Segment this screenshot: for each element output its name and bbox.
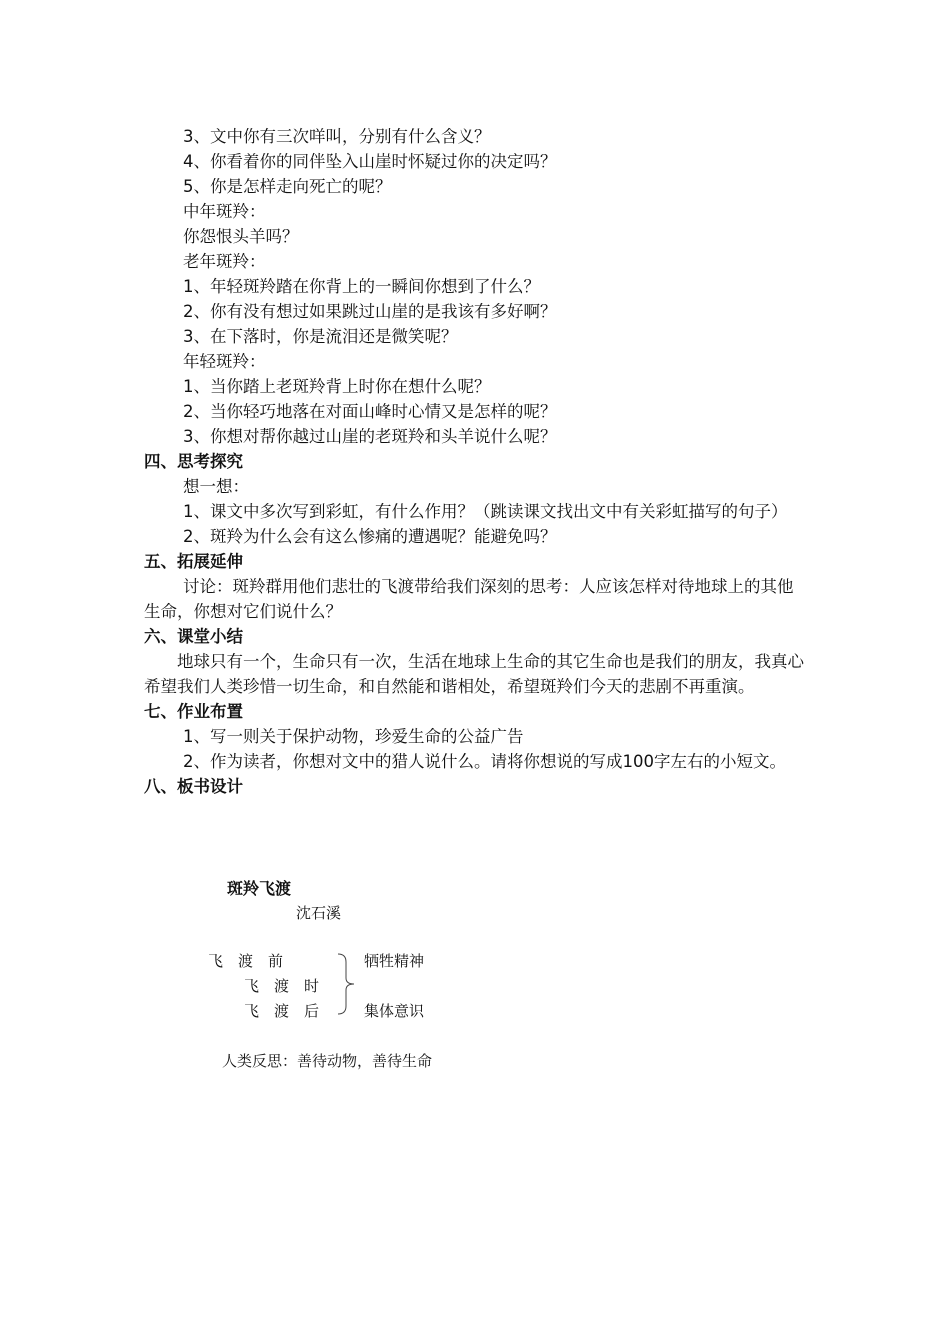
text-line: 1、写一则关于保护动物，珍爱生命的公益广告 [183, 727, 524, 746]
board-stage-during: 飞 渡 时 [244, 977, 320, 995]
text-line: 1、年轻斑羚踏在你背上的一瞬间你想到了什么？ [183, 277, 540, 296]
right-brace-icon [336, 952, 358, 1016]
board-reflection: 人类反思：善待动物，善待生命 [222, 1052, 433, 1070]
text-line: 3、文中你有三次咩叫，分别有什么含义？ [183, 127, 491, 146]
paragraph: 1、课文中多次写到彩虹，有什么作用？（跳读课文找出文中有关彩虹描写的句子） [183, 502, 788, 521]
text-line: 4、你看着你的同伴坠入山崖时怀疑过你的决定吗？ [183, 152, 557, 171]
section-heading: 七、作业布置 [144, 702, 243, 721]
text-line: 中年斑羚： [183, 202, 266, 221]
text-line: 3、你想对帮你越过山崖的老斑羚和头羊说什么呢？ [183, 427, 557, 446]
text-line: 1、当你踏上老斑羚背上时你在想什么呢？ [183, 377, 491, 396]
document-body [144, 124, 808, 799]
board-stage-before: 飞 渡 前 [208, 952, 284, 970]
board-stage-after: 飞 渡 后 [244, 1002, 320, 1020]
paragraph: 地球只有一个，生命只有一次，生活在地球上生命的其它生命也是我们的朋友，我真心希望我们人类珍惜一切生命，和自然能和谐相处，希望斑羚们今天的悲剧不再重演。 [144, 652, 804, 696]
paragraph: 讨论：斑羚群用他们悲壮的飞渡带给我们深刻的思考：人应该怎样对待地球上的其他生命，你想对它们说什么？ [144, 577, 794, 621]
board-result-collective: 集体意识 [364, 1002, 425, 1020]
board-result-sacrifice: 牺牲精神 [364, 952, 425, 970]
text-line: 2、当你轻巧地落在对面山峰时心情又是怎样的呢？ [183, 402, 557, 421]
board-title: 斑羚飞渡 [227, 879, 292, 898]
section-heading: 八、板书设计 [144, 777, 243, 796]
text-line: 2、你有没有想过如果跳过山崖的是我该有多好啊？ [183, 302, 557, 321]
text-line: 想一想： [183, 477, 249, 496]
text-line: 5、你是怎样走向死亡的呢？ [183, 177, 392, 196]
text-line: 老年斑羚： [183, 252, 266, 271]
section-heading: 五、拓展延伸 [144, 552, 243, 571]
text-line: 你怨恨头羊吗？ [183, 227, 299, 246]
section-heading: 四、思考探究 [144, 452, 243, 471]
text-line: 3、在下落时，你是流泪还是微笑呢？ [183, 327, 458, 346]
paragraph: 2、作为读者，你想对文中的猎人说什么。请将你想说的写成100字左右的小短文。 [183, 752, 786, 771]
text-line: 2、斑羚为什么会有这么惨痛的遭遇呢？能避免吗？ [183, 527, 557, 546]
board-author: 沈石溪 [296, 904, 342, 922]
text-line: 年轻斑羚： [183, 352, 266, 371]
section-heading: 六、课堂小结 [144, 627, 243, 646]
